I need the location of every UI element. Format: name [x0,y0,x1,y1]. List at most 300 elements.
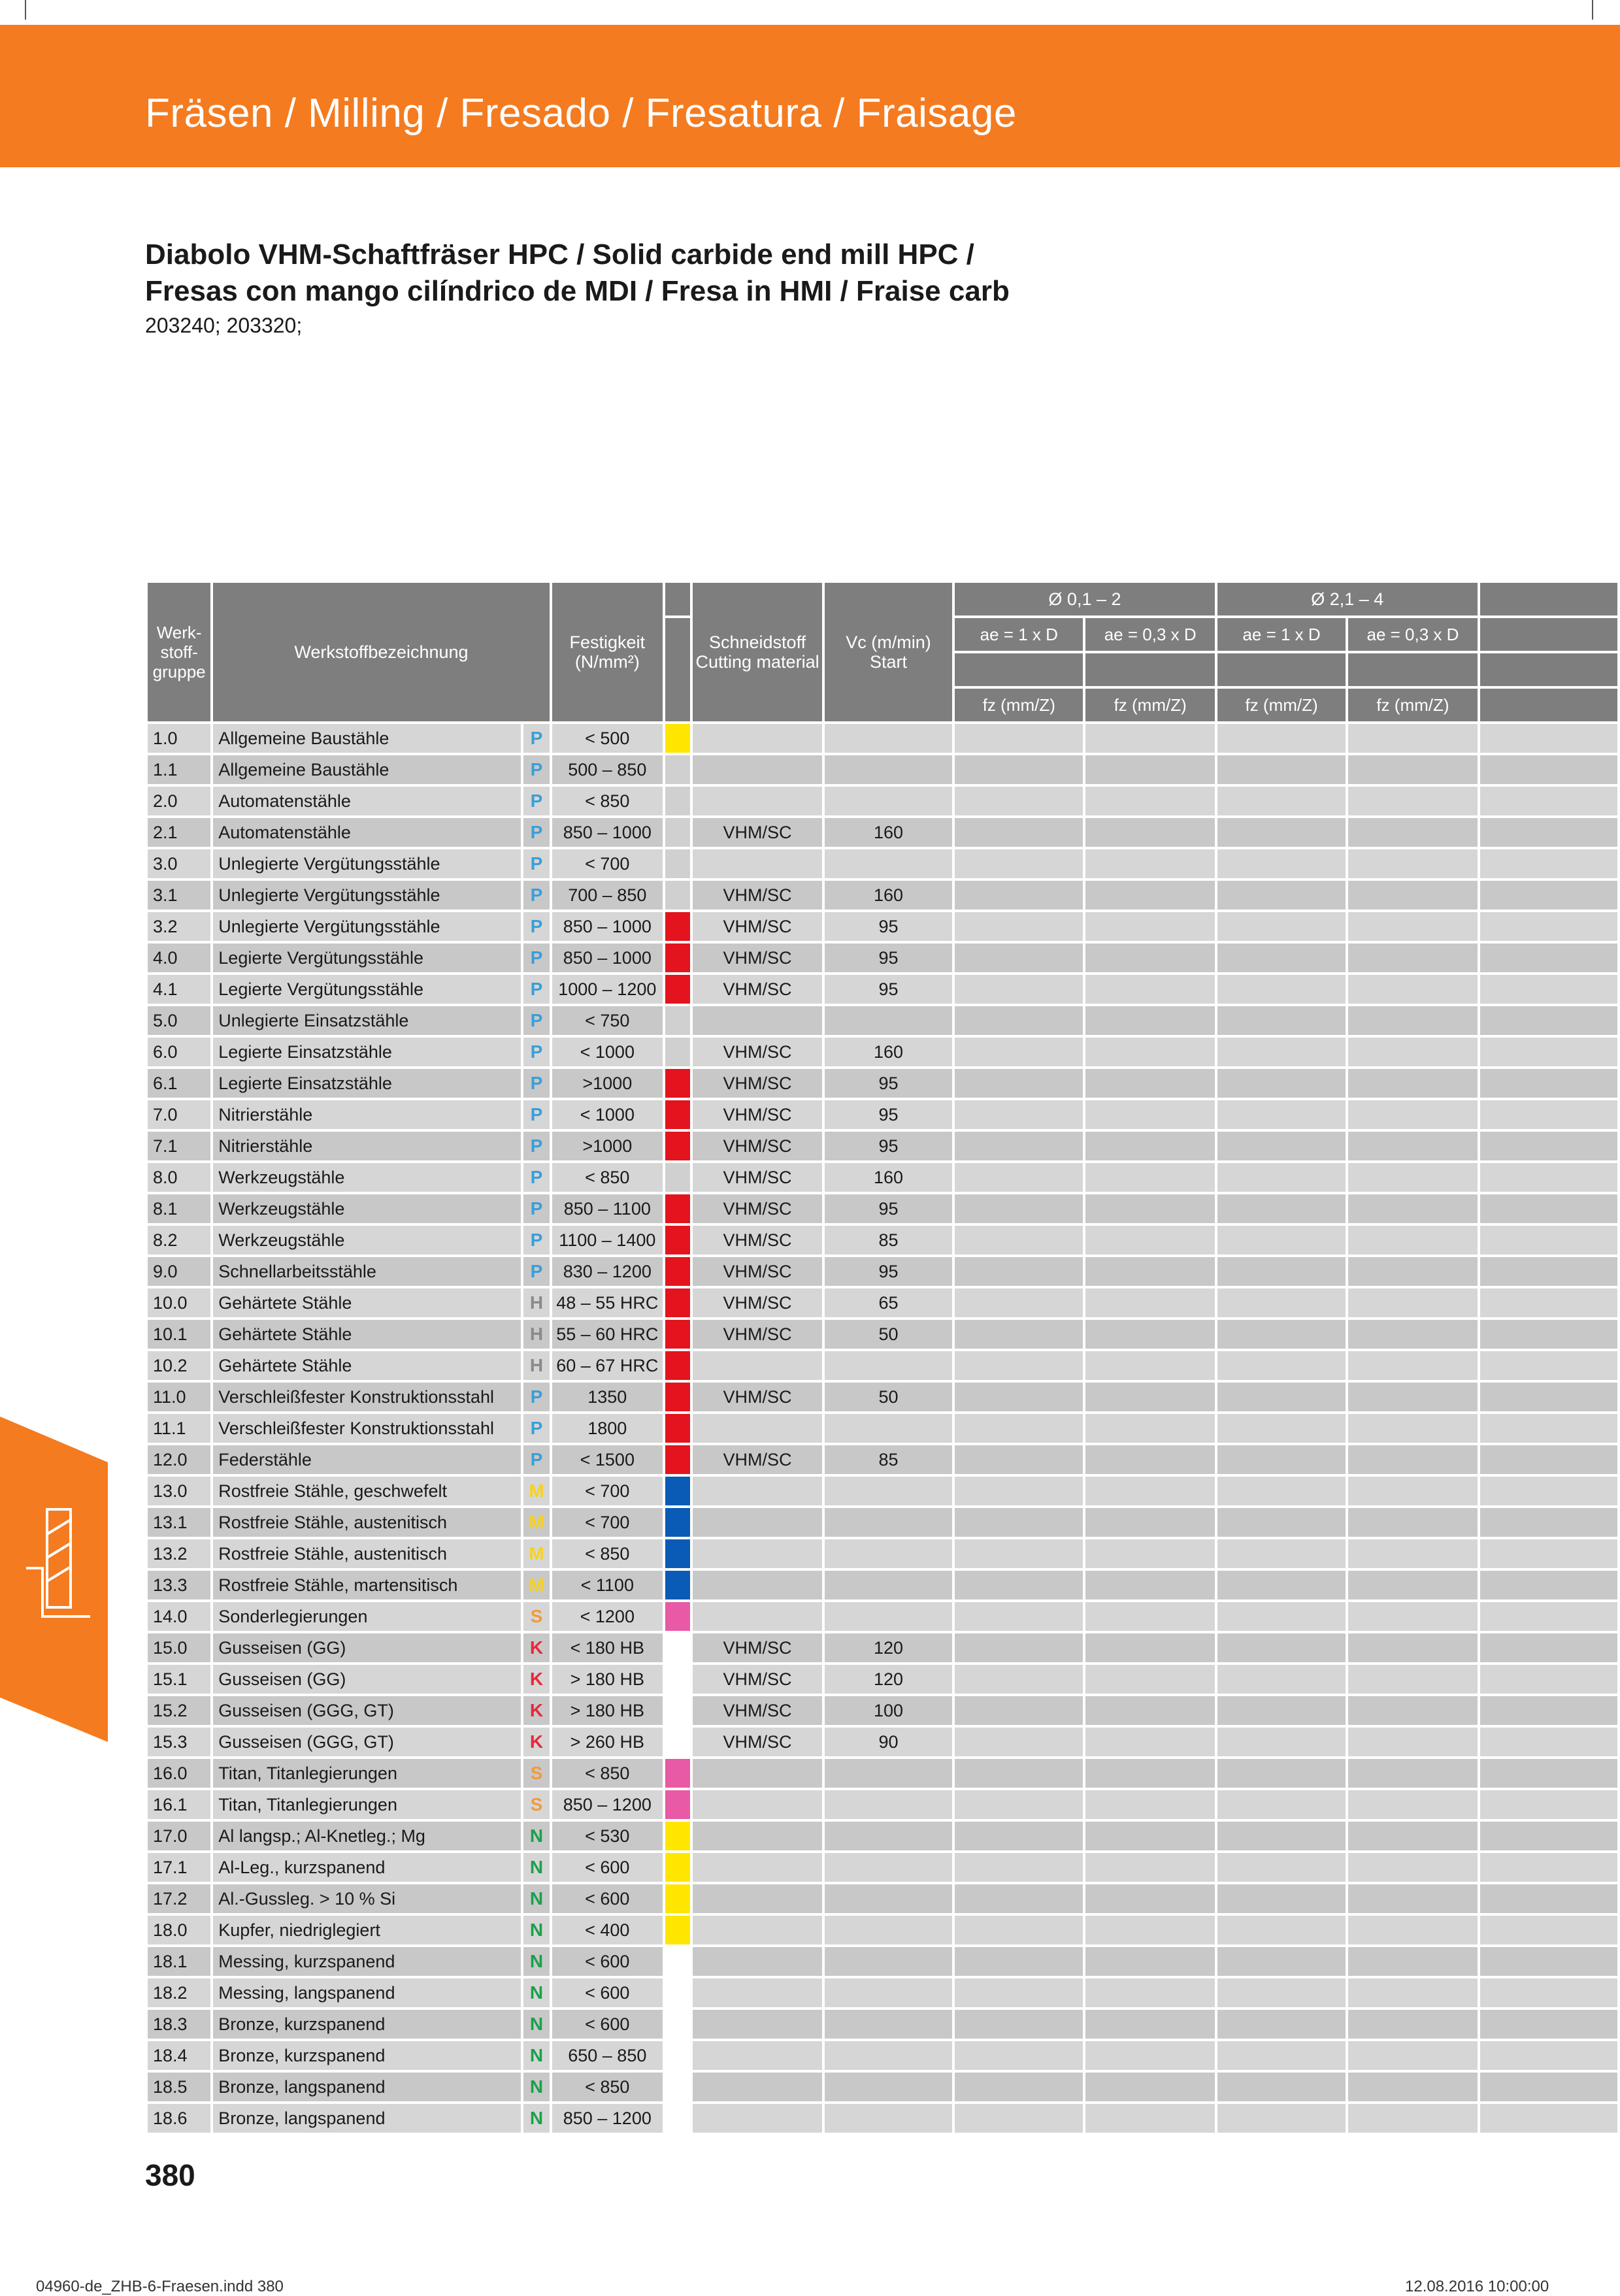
feed-cell [1348,1477,1477,1505]
feed-cell [1085,1916,1214,1944]
feed-cell [1217,755,1346,784]
iso-group-letter: P [523,912,549,941]
feed-cell [1217,2041,1346,2070]
feed-cell [955,755,1083,784]
group-number: 4.0 [148,943,210,972]
cutting-material: VHM/SC [693,1320,822,1349]
iso-group-letter: S [523,1790,549,1819]
group-number: 18.4 [148,2041,210,2070]
strength-value: < 850 [552,787,663,815]
article-codes: 203240; 203320; [145,314,303,337]
material-color-swatch [665,849,690,878]
iso-group-letter: P [523,1226,549,1255]
strength-value: < 600 [552,1947,663,1976]
material-color-swatch [665,724,690,753]
material-color-swatch [665,1978,690,2007]
feed-cell [955,2104,1083,2133]
strength-value: < 850 [552,1163,663,1192]
feed-cell [1217,724,1346,753]
feed-cell [955,2010,1083,2039]
feed-cell [1085,1602,1214,1631]
feed-cell [1085,849,1214,878]
feed-cell [955,975,1083,1004]
material-name: Unlegierte Vergütungsstähle [213,849,521,878]
material-name: Gehärtete Stähle [213,1320,521,1349]
header-blank [1480,653,1617,686]
cutting-material [693,2073,822,2101]
table-row [148,1445,1617,1474]
strength-value: 850 – 1000 [552,912,663,941]
iso-group-letter: P [523,1383,549,1411]
material-name: Werkzeugstähle [213,1163,521,1192]
iso-group-letter: S [523,1759,549,1788]
iso-group-letter: M [523,1477,549,1505]
cutting-speed [825,1414,952,1443]
strength-value: < 500 [552,724,663,753]
iso-group-letter: N [523,2104,549,2133]
table-body [148,724,1617,2133]
feed-cell [1085,1351,1214,1380]
cutting-material [693,1790,822,1819]
feed-cell [1348,1822,1477,1850]
material-color-swatch [665,755,690,784]
feed-cell [1480,975,1617,1004]
iso-group-letter: P [523,1038,549,1066]
feed-cell [955,849,1083,878]
material-color-swatch [665,2010,690,2039]
feed-cell [1348,1414,1477,1443]
header-fz-2: fz (mm/Z) [1085,689,1214,721]
iso-group-letter: N [523,2041,549,2070]
feed-cell [1217,1038,1346,1066]
strength-value: > 180 HB [552,1665,663,1694]
table-row [148,1633,1617,1662]
table-header [148,583,1617,721]
feed-cell [1085,724,1214,753]
group-number: 7.1 [148,1132,210,1160]
header-strength: Festigkeit (N/mm²) [552,583,663,721]
feed-cell [1217,1571,1346,1599]
strength-value: 850 – 1200 [552,2104,663,2133]
feed-cell [1480,1916,1617,1944]
material-name: Werkzeugstähle [213,1226,521,1255]
group-number: 18.6 [148,2104,210,2133]
table-row [148,1602,1617,1631]
feed-cell [955,724,1083,753]
table-row [148,943,1617,972]
material-name: Bronze, langspanend [213,2073,521,2101]
header-cutting-material: Schneidstoff Cutting material [693,583,822,721]
feed-cell [1217,1445,1346,1474]
header-blank [1348,653,1477,686]
cutting-speed: 95 [825,1257,952,1286]
iso-group-letter: N [523,1916,549,1944]
feed-cell [955,912,1083,941]
material-name: Automatenstähle [213,787,521,815]
material-name: Al-Leg., kurzspanend [213,1853,521,1882]
material-color-swatch [665,943,690,972]
cutting-speed: 160 [825,1163,952,1192]
section-banner [0,25,1620,167]
table-row [148,2041,1617,2070]
feed-cell [1085,1194,1214,1223]
cutting-data-table [145,580,1620,2135]
strength-value: < 850 [552,2073,663,2101]
feed-cell [1348,1947,1477,1976]
feed-cell [1348,1665,1477,1694]
feed-cell [1085,1822,1214,1850]
feed-cell [955,881,1083,910]
cutting-material: VHM/SC [693,1226,822,1255]
feed-cell [955,1884,1083,1913]
material-color-swatch [665,1728,690,1756]
material-name: Al.-Gussleg. > 10 % Si [213,1884,521,1913]
group-number: 16.0 [148,1759,210,1788]
table-row [148,1100,1617,1129]
cutting-speed: 95 [825,1194,952,1223]
feed-cell [1085,1320,1214,1349]
table-row [148,1226,1617,1255]
feed-cell [1217,912,1346,941]
cutting-speed [825,1477,952,1505]
cutting-material [693,1539,822,1568]
feed-cell [1348,1759,1477,1788]
material-color-swatch [665,1602,690,1631]
header-extra-col [1480,689,1617,721]
iso-group-letter: H [523,1351,549,1380]
strength-value: < 1500 [552,1445,663,1474]
iso-group-letter: H [523,1288,549,1317]
material-name: Nitrierstähle [213,1132,521,1160]
crop-marks [0,0,1620,25]
iso-group-letter: P [523,1006,549,1035]
material-color-swatch [665,1163,690,1192]
strength-value: 850 – 1100 [552,1194,663,1223]
feed-cell [1085,2104,1214,2133]
cutting-speed [825,1539,952,1568]
table-row [148,1351,1617,1380]
cutting-speed: 90 [825,1728,952,1756]
table-row [148,1571,1617,1599]
cutting-material [693,1947,822,1976]
feed-cell [1217,1665,1346,1694]
material-color-swatch [665,912,690,941]
header-ae-03x-d2: ae = 0,3 x D [1348,618,1477,651]
feed-cell [1217,1822,1346,1850]
feed-cell [1348,912,1477,941]
group-number: 16.1 [148,1790,210,1819]
feed-cell [1348,1539,1477,1568]
material-color-swatch [665,1038,690,1066]
feed-cell [1480,1069,1617,1098]
material-name: Rostfreie Stähle, geschwefelt [213,1477,521,1505]
iso-group-letter: N [523,1822,549,1850]
table-row [148,1069,1617,1098]
feed-cell [1217,1100,1346,1129]
feed-cell [955,1822,1083,1850]
feed-cell [1348,2010,1477,2039]
cutting-speed [825,849,952,878]
feed-cell [1217,2073,1346,2101]
material-name: Rostfreie Stähle, martensitisch [213,1571,521,1599]
feed-cell [1480,1571,1617,1599]
group-number: 18.3 [148,2010,210,2039]
table-row [148,975,1617,1004]
cutting-speed [825,2010,952,2039]
cutting-speed [825,2041,952,2070]
feed-cell [1217,1288,1346,1317]
iso-group-letter: P [523,755,549,784]
iso-group-letter: P [523,943,549,972]
strength-value: < 700 [552,849,663,878]
cutting-speed: 65 [825,1288,952,1317]
iso-group-letter: P [523,818,549,847]
cutting-speed: 120 [825,1633,952,1662]
feed-cell [1085,1728,1214,1756]
cutting-material: VHM/SC [693,1445,822,1474]
table-row [148,1320,1617,1349]
material-name: Gehärtete Stähle [213,1288,521,1317]
material-name: Rostfreie Stähle, austenitisch [213,1539,521,1568]
material-color-swatch [665,1320,690,1349]
feed-cell [1480,2010,1617,2039]
iso-group-letter: P [523,1194,549,1223]
group-number: 3.1 [148,881,210,910]
feed-cell [1348,1006,1477,1035]
strength-value: 850 – 1000 [552,818,663,847]
feed-cell [1480,1383,1617,1411]
material-color-swatch [665,1257,690,1286]
cutting-material [693,1508,822,1537]
iso-group-letter: P [523,849,549,878]
feed-cell [955,1665,1083,1694]
iso-group-letter: P [523,1069,549,1098]
table-row [148,1947,1617,1976]
cutting-speed: 85 [825,1445,952,1474]
strength-value: < 700 [552,1508,663,1537]
feed-cell [1217,1853,1346,1882]
feed-cell [1348,1100,1477,1129]
feed-cell [1480,755,1617,784]
feed-cell [1348,1132,1477,1160]
feed-cell [1348,1038,1477,1066]
group-number: 18.2 [148,1978,210,2007]
group-number: 3.0 [148,849,210,878]
header-blank [1085,653,1214,686]
header-extra-col [1480,618,1617,651]
cutting-speed [825,787,952,815]
group-number: 10.0 [148,1288,210,1317]
feed-cell [1480,1351,1617,1380]
feed-cell [1348,1853,1477,1882]
feed-cell [955,1477,1083,1505]
iso-group-letter: M [523,1508,549,1537]
table-row [148,912,1617,941]
feed-cell [1348,1728,1477,1756]
material-name: Gusseisen (GG) [213,1633,521,1662]
feed-cell [1217,1383,1346,1411]
material-name: Titan, Titanlegierungen [213,1790,521,1819]
table-row [148,1790,1617,1819]
feed-cell [955,1978,1083,2007]
material-color-swatch [665,1947,690,1976]
feed-cell [1217,787,1346,815]
feed-cell [1480,1539,1617,1568]
cutting-speed [825,1602,952,1631]
page-number: 380 [145,2158,195,2192]
header-extra-col [1480,583,1617,615]
strength-value: > 180 HB [552,1696,663,1725]
iso-group-letter: N [523,1947,549,1976]
group-number: 11.1 [148,1414,210,1443]
material-color-swatch [665,1006,690,1035]
feed-cell [1217,1790,1346,1819]
feed-cell [1217,943,1346,972]
product-heading [145,237,1387,340]
table-row [148,724,1617,753]
cutting-speed [825,1351,952,1380]
cutting-speed [825,755,952,784]
feed-cell [1480,2041,1617,2070]
iso-group-letter: N [523,1853,549,1882]
feed-cell [1348,2041,1477,2070]
header-vc: Vc (m/min) Start [825,583,952,721]
feed-cell [1085,1884,1214,1913]
strength-value: 48 – 55 HRC [552,1288,663,1317]
footer-file-name: 04960-de_ZHB-6-Fraesen.indd 380 [36,2278,284,2295]
table-row [148,1194,1617,1223]
feed-cell [1085,1038,1214,1066]
material-name: Unlegierte Vergütungsstähle [213,912,521,941]
feed-cell [1217,975,1346,1004]
feed-cell [1480,1132,1617,1160]
cutting-material: VHM/SC [693,1038,822,1066]
feed-cell [1217,1602,1346,1631]
feed-cell [955,1038,1083,1066]
strength-value: < 850 [552,1539,663,1568]
cutting-material [693,849,822,878]
material-color-swatch [665,1100,690,1129]
cutting-speed: 120 [825,1665,952,1694]
group-number: 14.0 [148,1602,210,1631]
material-color-swatch [665,1884,690,1913]
feed-cell [1348,943,1477,972]
feed-cell [955,1288,1083,1317]
strength-value: 1800 [552,1414,663,1443]
feed-cell [1085,912,1214,941]
feed-cell [1480,849,1617,878]
feed-cell [1348,724,1477,753]
cutting-material: VHM/SC [693,1257,822,1286]
table-row [148,1665,1617,1694]
feed-cell [1217,1320,1346,1349]
header-fz-4: fz (mm/Z) [1348,689,1477,721]
material-color-swatch [665,1194,690,1223]
feed-cell [1480,881,1617,910]
table-row [148,1916,1617,1944]
feed-cell [1348,1226,1477,1255]
material-name: Unlegierte Einsatzstähle [213,1006,521,1035]
feed-cell [1480,724,1617,753]
strength-value: 500 – 850 [552,755,663,784]
feed-cell [1217,849,1346,878]
feed-cell [1217,818,1346,847]
cutting-speed [825,1759,952,1788]
header-material-name: Werkstoffbezeichnung [213,583,549,721]
cutting-speed [825,724,952,753]
feed-cell [955,1163,1083,1192]
cutting-speed [825,1947,952,1976]
iso-group-letter: N [523,1884,549,1913]
material-name: Gusseisen (GG) [213,1665,521,1694]
cutting-speed [825,1571,952,1599]
group-number: 12.0 [148,1445,210,1474]
cutting-material: VHM/SC [693,1728,822,1756]
group-number: 8.2 [148,1226,210,1255]
material-color-swatch [665,1822,690,1850]
group-number: 1.1 [148,755,210,784]
group-number: 13.2 [148,1539,210,1568]
group-number: 3.2 [148,912,210,941]
strength-value: < 1000 [552,1100,663,1129]
material-name: Titan, Titanlegierungen [213,1759,521,1788]
cutting-speed [825,1916,952,1944]
feed-cell [1480,1226,1617,1255]
group-number: 6.1 [148,1069,210,1098]
cutting-material [693,1916,822,1944]
cutting-material [693,2041,822,2070]
feed-cell [1217,1539,1346,1568]
group-number: 15.3 [148,1728,210,1756]
feed-cell [1348,1978,1477,2007]
material-name: Gehärtete Stähle [213,1351,521,1380]
iso-group-letter: N [523,1978,549,2007]
cutting-speed: 95 [825,943,952,972]
iso-group-letter: P [523,1257,549,1286]
feed-cell [1348,1163,1477,1192]
group-number: 2.0 [148,787,210,815]
strength-value: 1000 – 1200 [552,975,663,1004]
strength-value: < 1000 [552,1038,663,1066]
material-name: Bronze, langspanend [213,2104,521,2133]
header-ae-1x-d2: ae = 1 x D [1217,618,1346,651]
feed-cell [955,2041,1083,2070]
group-number: 13.3 [148,1571,210,1599]
feed-cell [1085,1508,1214,1537]
feed-cell [1480,1602,1617,1631]
table-row [148,1038,1617,1066]
feed-cell [1480,912,1617,941]
group-number: 1.0 [148,724,210,753]
feed-cell [1348,1696,1477,1725]
table-row [148,1853,1617,1882]
feed-cell [1348,1790,1477,1819]
iso-group-letter: P [523,1445,549,1474]
strength-value: < 600 [552,1884,663,1913]
feed-cell [1085,787,1214,815]
strength-value: < 750 [552,1006,663,1035]
table-row [148,1728,1617,1756]
feed-cell [1217,1759,1346,1788]
iso-group-letter: K [523,1728,549,1756]
feed-cell [955,1728,1083,1756]
feed-cell [955,1194,1083,1223]
material-name: Verschleißfester Konstruktionsstahl [213,1383,521,1411]
feed-cell [955,1006,1083,1035]
iso-group-letter: P [523,1100,549,1129]
feed-cell [1085,1947,1214,1976]
feed-cell [1348,1320,1477,1349]
